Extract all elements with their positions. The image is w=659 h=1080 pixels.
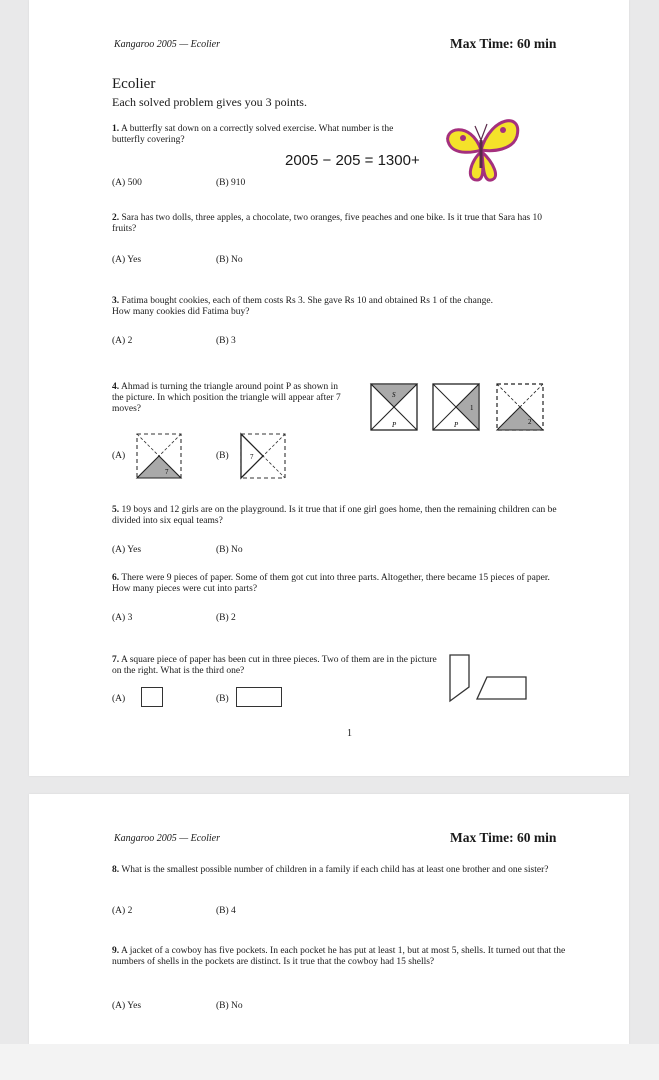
q4-option-a[interactable]: (A): [112, 451, 126, 461]
question-number: 8.: [112, 865, 120, 875]
label-seven-b: 7: [250, 453, 254, 461]
q4-option-b[interactable]: (B): [216, 451, 229, 461]
q5-option-a[interactable]: (A) Yes: [112, 545, 142, 555]
question-text: Fatima bought cookies, each of them costs Rs 3. She gave Rs 10 and obtained Rs 1 of the change. How many cookies did Fatima buy?: [112, 296, 493, 317]
question-number: 5.: [112, 505, 120, 515]
label-p-2: P: [454, 421, 459, 429]
question-5: [112, 505, 572, 527]
question-2: [112, 213, 552, 235]
q8-option-a[interactable]: (A) 2: [112, 906, 133, 916]
q1-option-b[interactable]: (B) 910: [216, 178, 246, 188]
question-6: [112, 573, 552, 595]
paper-pieces-figure: [447, 653, 531, 705]
q4-option-a-figure[interactable]: [135, 433, 185, 479]
q6-option-b[interactable]: (B) 2: [216, 613, 236, 623]
question-8: [112, 865, 572, 876]
q2-option-b[interactable]: (B) No: [216, 255, 243, 265]
page-title: Ecolier: [112, 76, 156, 92]
page-mark: 1: [347, 728, 352, 739]
butterfly-icon: [441, 110, 526, 190]
question-number: 7.: [112, 655, 120, 665]
question-text: What is the smallest possible number of children in a family if each child has at least one brother and one sister?: [121, 865, 549, 875]
header-right-2: Max Time: 60 min: [450, 830, 557, 845]
bottom-background: [0, 1044, 659, 1080]
question-number: 1.: [112, 124, 120, 134]
header-left-2: Kangaroo 2005 — Ecolier: [114, 833, 221, 844]
q7-option-a[interactable]: (A): [112, 694, 126, 704]
q7-option-b-rectangle[interactable]: [236, 687, 282, 707]
question-number: 4.: [112, 382, 120, 392]
question-7: [112, 655, 442, 677]
exam-page-2: [29, 794, 629, 1044]
q7-option-a-square[interactable]: [141, 687, 163, 707]
q8-option-b[interactable]: (B) 4: [216, 906, 236, 916]
q6-option-a[interactable]: (A) 3: [112, 613, 133, 623]
label-s: S: [392, 391, 396, 399]
question-number: 3.: [112, 296, 120, 306]
question-number: 9.: [112, 946, 120, 956]
question-text: Sara has two dolls, three apples, a chocolate, two oranges, five peaches and one bike. Is it true that Sara has 10 fruits?: [112, 213, 543, 234]
label-seven-a: 7: [165, 468, 169, 476]
question-text: Ahmad is turning the triangle around point P as shown in the picture. In which position the triangle will appear after 7 moves?: [112, 382, 341, 414]
q3-option-b[interactable]: (B) 3: [216, 336, 236, 346]
question-text: A jacket of a cowboy has five pockets. In each pocket he has put at least 1, but at most 5, shells. It turned out that the numbers of shells in the pockets are distinct. Is it true that the cowboy had 15 shells?: [112, 946, 566, 967]
q3-option-a[interactable]: (A) 2: [112, 336, 133, 346]
question-4: [112, 382, 352, 415]
question-3: [112, 296, 512, 318]
header-right: Max Time: 60 min: [450, 36, 557, 51]
q5-option-b[interactable]: (B) No: [216, 545, 243, 555]
q4-option-b-figure[interactable]: [239, 433, 289, 479]
q7-option-b[interactable]: (B): [216, 694, 229, 704]
label-two: 2: [528, 418, 532, 426]
page-subtitle: Each solved problem gives you 3 points.: [112, 95, 307, 109]
question-1: [112, 124, 412, 146]
question-text: A butterfly sat down on a correctly solved exercise. What number is the butterfly covering?: [112, 124, 394, 145]
exam-page-1: [29, 0, 629, 776]
question-text: There were 9 pieces of paper. Some of them got cut into three parts. Altogether, there became 15 pieces of paper. How many pieces were cut into parts?: [112, 573, 550, 594]
q9-option-b[interactable]: (B) No: [216, 1001, 243, 1011]
q1-option-a[interactable]: (A) 500: [112, 178, 142, 188]
label-p: P: [392, 421, 397, 429]
equation: 2005 − 205 = 1300+: [285, 152, 420, 169]
question-text: 19 boys and 12 girls are on the playground. Is it true that if one girl goes home, then the remaining children can be divided into six equal teams?: [112, 505, 557, 526]
q2-option-a[interactable]: (A) Yes: [112, 255, 142, 265]
question-9: [112, 946, 592, 968]
question-number: 6.: [112, 573, 120, 583]
question-text: A square piece of paper has been cut in three pieces. Two of them are in the picture on the right. What is the third one?: [112, 655, 437, 676]
rotation-sequence-figure: [370, 382, 546, 432]
q9-option-a[interactable]: (A) Yes: [112, 1001, 142, 1011]
header-left: Kangaroo 2005 — Ecolier: [114, 39, 221, 50]
label-one: 1: [470, 404, 474, 412]
question-number: 2.: [112, 213, 120, 223]
